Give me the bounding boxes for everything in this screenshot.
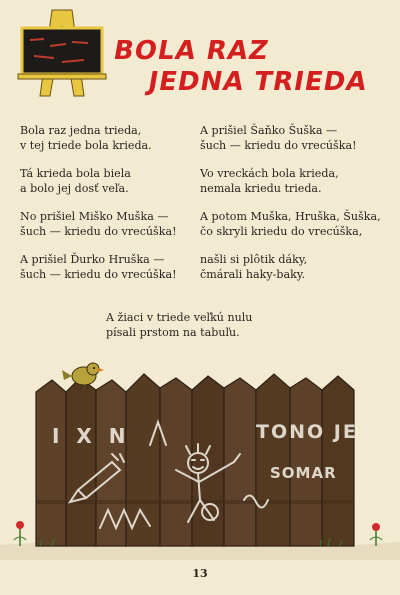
- stanza: [20, 123, 195, 153]
- verse-line: čo skryli kriedu do vrecúška,: [200, 225, 363, 238]
- blackboard-easel-illustration: [14, 8, 108, 98]
- stanza: [200, 209, 381, 239]
- graffiti-name: TONO JE: [256, 421, 358, 443]
- title-line-1: BOLA RAZ: [111, 36, 272, 66]
- verse-line: Vo vreckách bola krieda,: [200, 167, 339, 180]
- poem-title: [106, 36, 387, 98]
- verse-line: čmárali haky-baky.: [200, 268, 306, 281]
- stanza: [20, 166, 195, 196]
- verse-line: šuch — kriedu do vrecúška!: [200, 139, 357, 152]
- title-line-2: JEDNA TRIEDA: [145, 67, 370, 97]
- fence-illustration: [0, 350, 400, 560]
- verse-line: Bola raz jedna trieda,: [20, 124, 142, 137]
- final-stanza: [106, 310, 326, 340]
- verse-line: písali prstom na tabuľu.: [106, 326, 240, 339]
- verse-line: A potom Muška, Hruška, Šuška,: [200, 210, 381, 223]
- poem-right-column: [200, 123, 381, 295]
- flower-right: [370, 523, 382, 546]
- page-number: 13: [192, 567, 208, 580]
- verse-line: šuch — kriedu do vrecúška!: [20, 225, 177, 238]
- verse-line: A prišiel Ďurko Hruška —: [20, 253, 165, 266]
- verse-line: A žiaci v triede veľkú nulu: [106, 311, 253, 324]
- flower-left: [14, 521, 26, 546]
- verse-line: Tá krieda bola biela: [20, 167, 131, 180]
- stanza: [200, 166, 375, 196]
- stanza: [200, 252, 375, 282]
- verse-line: a bolo jej dosť veľa.: [20, 182, 129, 195]
- verse-line: A prišiel Šaňko Šuška —: [200, 124, 338, 137]
- verse-line: šuch — kriedu do vrecúška!: [20, 268, 177, 281]
- verse-line: našli si plôtik dáky,: [200, 253, 308, 266]
- stanza: [200, 123, 375, 153]
- graffiti-scribble: I X N: [52, 424, 131, 448]
- stanza: [20, 209, 195, 239]
- poem-left-column: [20, 123, 195, 295]
- verse-line: nemala kriedu trieda.: [200, 182, 322, 195]
- graffiti-word: SOMAR: [270, 464, 337, 482]
- verse-line: v tej triede bola krieda.: [20, 139, 152, 152]
- stanza: [20, 252, 195, 282]
- verse-line: No prišiel Miško Muška —: [20, 210, 169, 223]
